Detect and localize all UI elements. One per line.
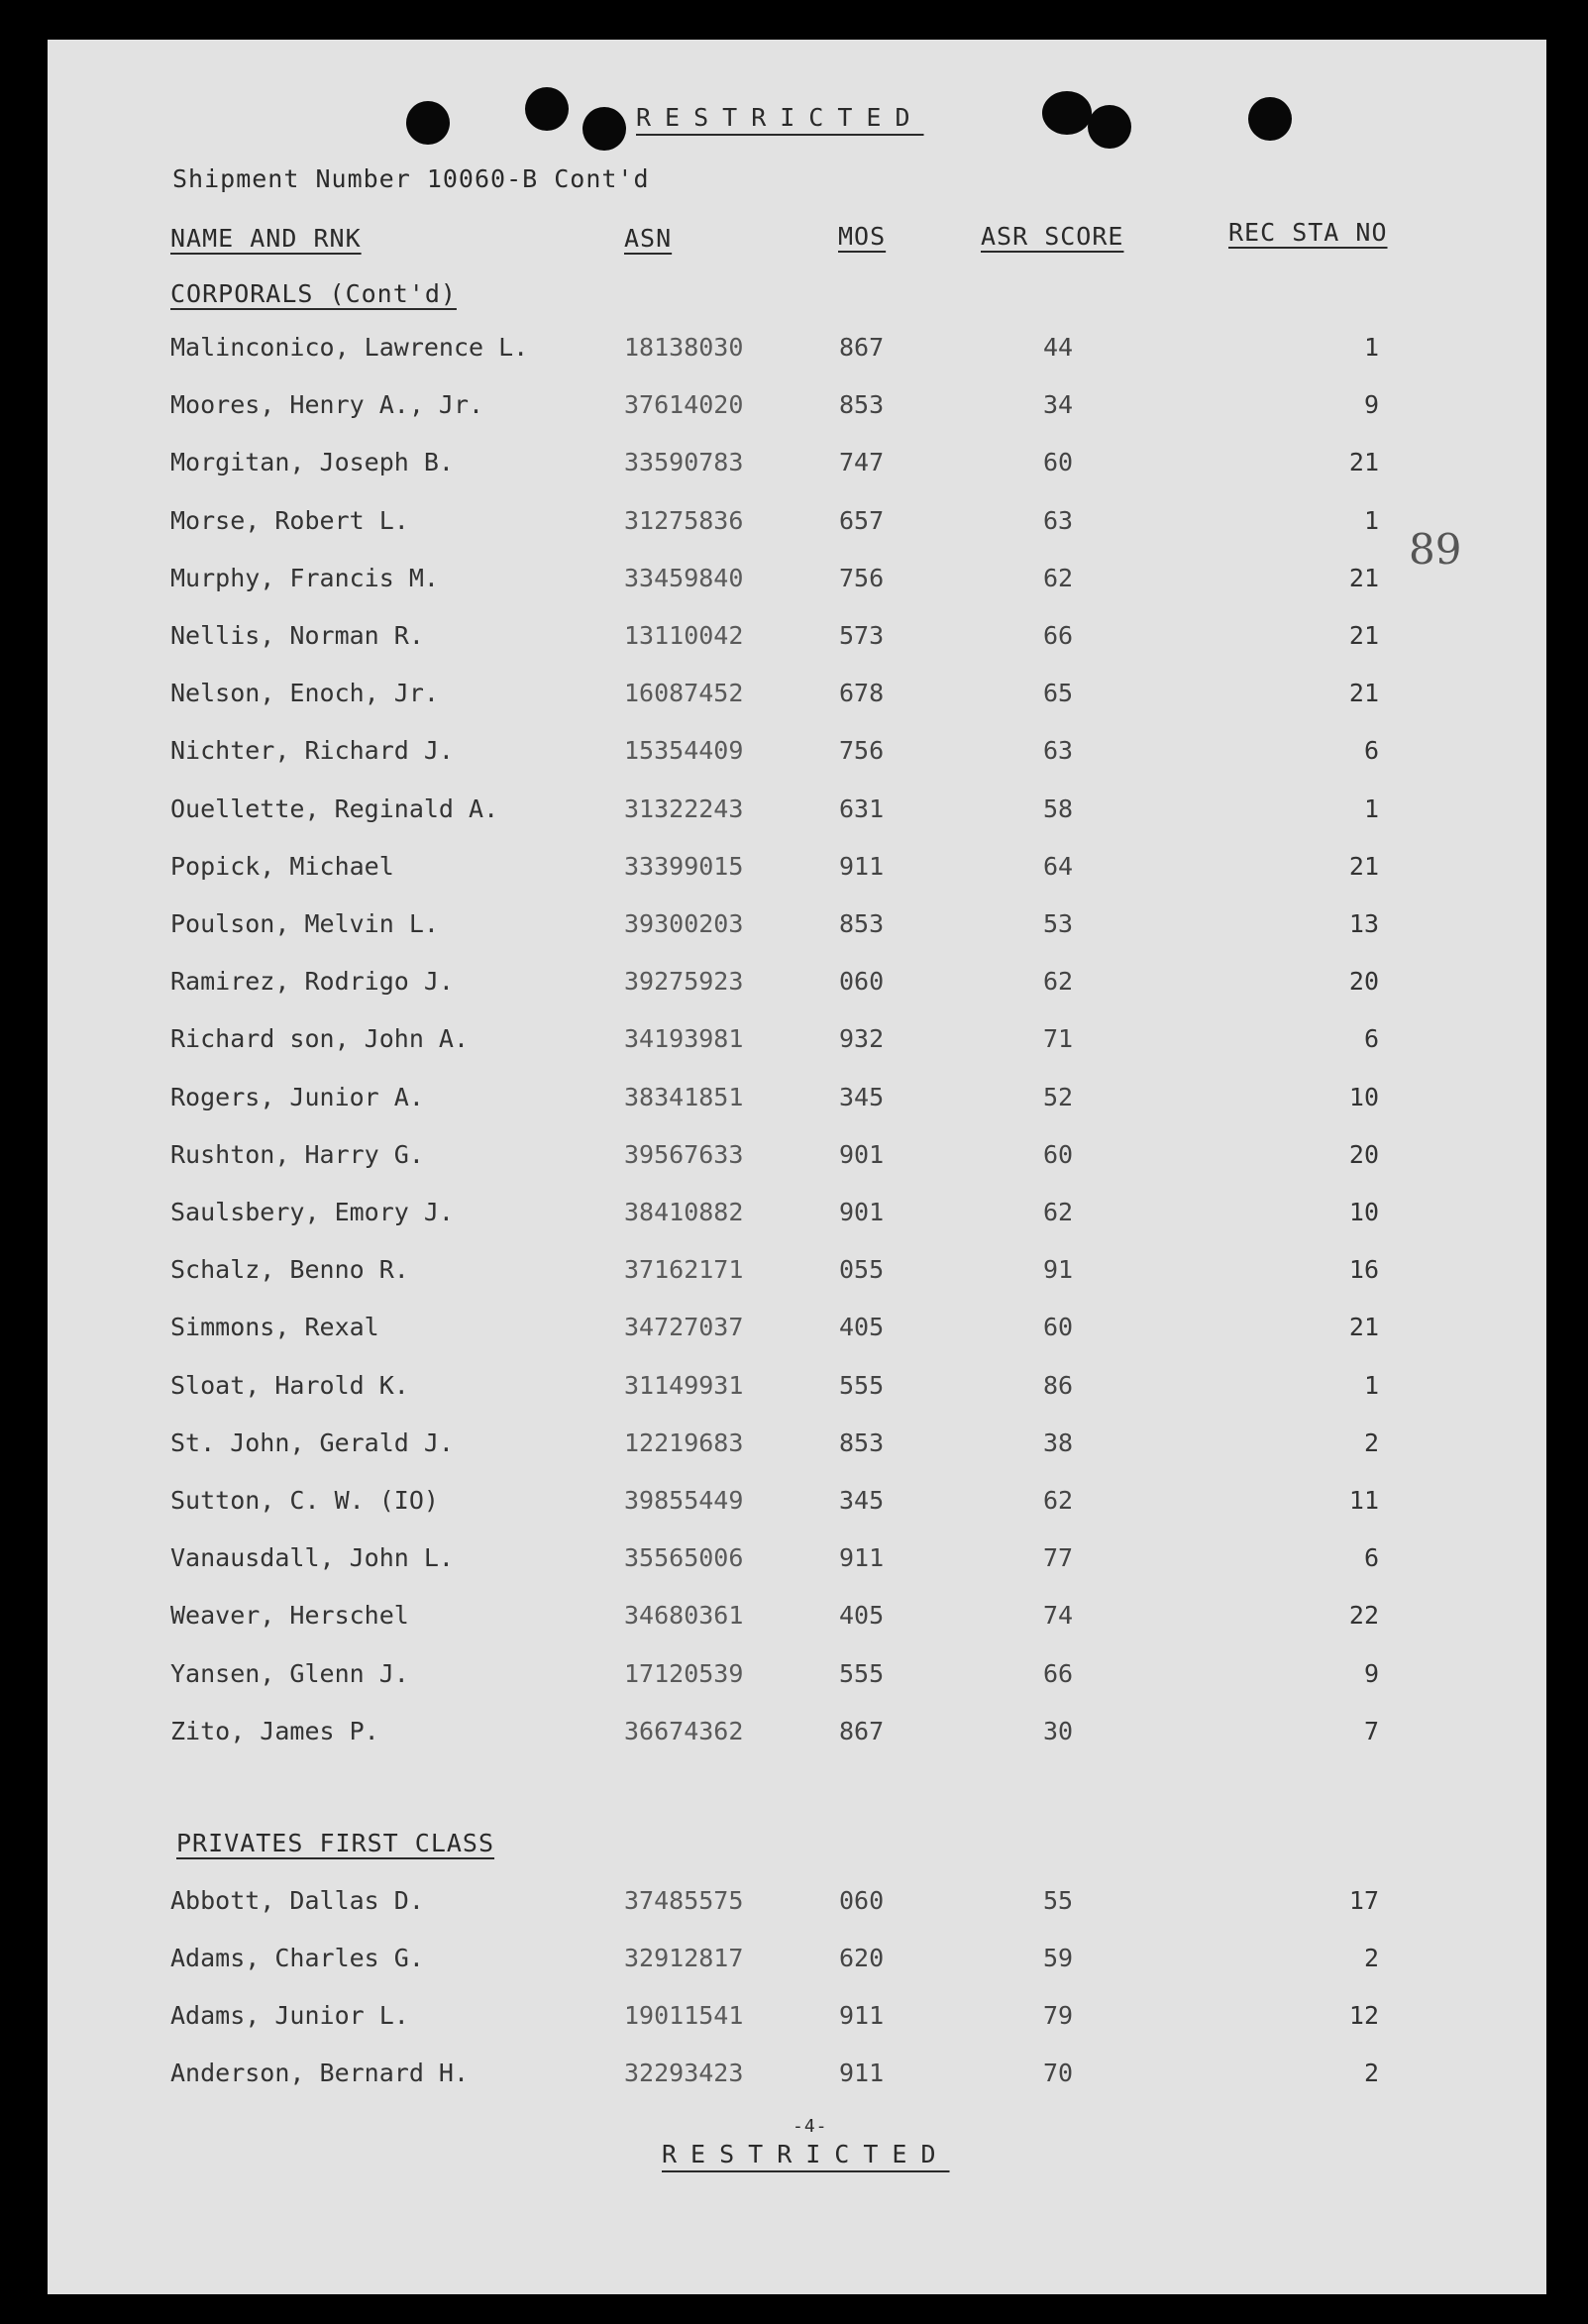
rec-sta-cell: 6	[1363, 1543, 1379, 1573]
table-row	[48, 1198, 1546, 1237]
asn-cell: 19011541	[624, 2001, 744, 2030]
table-row	[48, 1717, 1546, 1756]
mos-cell: 911	[839, 1543, 885, 1573]
table-row	[48, 2001, 1546, 2041]
mos-cell: 345	[839, 1082, 885, 1111]
name-cell: Richard son, John A.	[170, 1024, 470, 1054]
asn-cell: 36674362	[624, 1716, 744, 1745]
asr-score-cell: 53	[1042, 909, 1074, 938]
asr-score-cell: 60	[1042, 1139, 1074, 1169]
rec-sta-cell: 13	[1348, 909, 1379, 938]
asn-cell: 18138030	[624, 333, 744, 362]
asr-score-cell: 66	[1042, 621, 1074, 650]
asr-score-cell: 58	[1042, 793, 1074, 823]
asr-score-cell: 86	[1042, 1370, 1074, 1400]
name-cell: Rogers, Junior A.	[170, 1082, 424, 1111]
name-cell: Simmons, Rexal	[170, 1313, 379, 1342]
mos-cell: 631	[839, 793, 885, 823]
asn-cell: 32293423	[624, 2059, 744, 2087]
name-cell: Zito, James P.	[170, 1716, 379, 1745]
rec-sta-cell: 2	[1363, 2059, 1379, 2087]
asn-cell: 35565006	[624, 1543, 744, 1573]
asr-score-cell: 63	[1042, 736, 1074, 766]
rec-sta-cell: 20	[1348, 1139, 1379, 1169]
name-cell: Nichter, Richard J.	[170, 736, 454, 766]
section-privates: PRIVATES FIRST CLASS	[176, 1829, 495, 1857]
column-header-asr: ASR SCORE	[981, 222, 1124, 251]
mos-cell: 573	[839, 621, 885, 650]
table-row	[48, 736, 1546, 776]
rec-sta-cell: 21	[1348, 448, 1379, 477]
name-cell: Ramirez, Rodrigo J.	[170, 967, 454, 997]
rec-sta-cell: 21	[1348, 563, 1379, 592]
asr-score-cell: 55	[1042, 1886, 1074, 1915]
table-row	[48, 967, 1546, 1006]
column-header-mos: MOS	[838, 222, 887, 251]
name-cell: Schalz, Benno R.	[170, 1255, 409, 1285]
asn-cell: 17120539	[624, 1658, 744, 1688]
name-cell: Abbott, Dallas D.	[170, 1886, 424, 1915]
rec-sta-cell: 9	[1363, 1658, 1379, 1688]
asr-score-cell: 44	[1042, 333, 1074, 362]
asn-cell: 38341851	[624, 1082, 744, 1111]
asr-score-cell: 91	[1042, 1255, 1074, 1285]
asn-cell: 32912817	[624, 1944, 744, 1972]
name-cell: Sloat, Harold K.	[170, 1370, 409, 1400]
name-cell: Morgitan, Joseph B.	[170, 448, 454, 477]
asr-score-cell: 60	[1042, 448, 1074, 477]
rec-sta-cell: 21	[1348, 679, 1379, 708]
rec-sta-cell: 6	[1363, 736, 1379, 766]
table-row	[48, 1313, 1546, 1352]
table-row	[48, 1944, 1546, 1983]
rec-sta-cell: 9	[1363, 390, 1379, 420]
rec-sta-cell: 7	[1363, 1716, 1379, 1745]
table-row	[48, 1140, 1546, 1180]
asn-cell: 33459840	[624, 563, 744, 592]
punch-hole	[1042, 91, 1092, 135]
restricted-header: RESTRICTED	[636, 103, 924, 132]
rec-sta-cell: 21	[1348, 1313, 1379, 1342]
table-row	[48, 1486, 1546, 1526]
mos-cell: 901	[839, 1198, 885, 1226]
table-row	[48, 448, 1546, 487]
rec-sta-cell: 17	[1348, 1886, 1379, 1915]
rec-sta-cell: 1	[1363, 1370, 1379, 1400]
asr-score-cell: 63	[1042, 505, 1074, 535]
asr-score-cell: 60	[1042, 1313, 1074, 1342]
mos-cell: 060	[839, 967, 885, 997]
table-row	[48, 1601, 1546, 1640]
name-cell: Murphy, Francis M.	[170, 563, 439, 592]
asn-cell: 33399015	[624, 851, 744, 881]
name-cell: Adams, Junior L.	[170, 2001, 409, 2030]
margin-note: 89	[1409, 525, 1462, 574]
column-header-rec: REC STA NO	[1228, 218, 1388, 247]
rec-sta-cell: 6	[1363, 1024, 1379, 1054]
rec-sta-cell: 10	[1348, 1082, 1379, 1111]
table-row	[48, 564, 1546, 603]
table-row	[48, 2059, 1546, 2098]
mos-cell: 911	[839, 2001, 885, 2030]
mos-cell: 901	[839, 1139, 885, 1169]
rec-sta-cell: 1	[1363, 505, 1379, 535]
asr-score-cell: 64	[1042, 851, 1074, 881]
asr-score-cell: 34	[1042, 390, 1074, 420]
rec-sta-cell: 12	[1348, 2001, 1379, 2030]
rec-sta-cell: 1	[1363, 333, 1379, 362]
table-row	[48, 1428, 1546, 1468]
table-row	[48, 1886, 1546, 1926]
table-row	[48, 1024, 1546, 1064]
table-row	[48, 909, 1546, 949]
asn-cell: 38410882	[624, 1198, 744, 1226]
rec-sta-cell: 11	[1348, 1486, 1379, 1515]
mos-cell: 678	[839, 679, 885, 708]
section-corporals: CORPORALS (Cont'd)	[170, 279, 457, 308]
table-row	[48, 794, 1546, 834]
asn-cell: 15354409	[624, 736, 744, 766]
name-cell: Weaver, Herschel	[170, 1601, 409, 1631]
table-row	[48, 1659, 1546, 1699]
name-cell: Saulsbery, Emory J.	[170, 1198, 454, 1226]
asr-score-cell: 52	[1042, 1082, 1074, 1111]
mos-cell: 853	[839, 1427, 885, 1457]
asn-cell: 37614020	[624, 390, 744, 420]
mos-cell: 853	[839, 390, 885, 420]
table-row	[48, 333, 1546, 372]
asn-cell: 39275923	[624, 967, 744, 997]
asr-score-cell: 66	[1042, 1658, 1074, 1688]
asr-score-cell: 70	[1042, 2059, 1074, 2087]
asr-score-cell: 71	[1042, 1024, 1074, 1054]
asr-score-cell: 62	[1042, 1486, 1074, 1515]
name-cell: Malinconico, Lawrence L.	[170, 333, 529, 362]
punch-hole	[582, 107, 626, 151]
name-cell: Morse, Robert L.	[170, 505, 409, 535]
name-cell: Popick, Michael	[170, 851, 394, 881]
mos-cell: 756	[839, 563, 885, 592]
asn-cell: 37162171	[624, 1255, 744, 1285]
asr-score-cell: 38	[1042, 1427, 1074, 1457]
rec-sta-cell: 10	[1348, 1198, 1379, 1226]
rec-sta-cell: 21	[1348, 851, 1379, 881]
rec-sta-cell: 2	[1363, 1944, 1379, 1972]
mos-cell: 867	[839, 1716, 885, 1745]
mos-cell: 657	[839, 505, 885, 535]
mos-cell: 853	[839, 909, 885, 938]
table-row	[48, 390, 1546, 430]
name-cell: Sutton, C. W. (IO)	[170, 1486, 439, 1515]
mos-cell: 555	[839, 1370, 885, 1400]
page-number: -4-	[793, 2116, 828, 2137]
asn-cell: 39567633	[624, 1139, 744, 1169]
asn-cell: 34680361	[624, 1601, 744, 1631]
table-row	[48, 1255, 1546, 1295]
asn-cell: 34727037	[624, 1313, 744, 1342]
mos-cell: 055	[839, 1255, 885, 1285]
mos-cell: 932	[839, 1024, 885, 1054]
rec-sta-cell: 16	[1348, 1255, 1379, 1285]
table-row	[48, 1083, 1546, 1122]
name-cell: Adams, Charles G.	[170, 1944, 424, 1972]
rec-sta-cell: 22	[1348, 1601, 1379, 1631]
name-cell: Nellis, Norman R.	[170, 621, 424, 650]
asr-score-cell: 79	[1042, 2001, 1074, 2030]
name-cell: Rushton, Harry G.	[170, 1139, 424, 1169]
asn-cell: 31149931	[624, 1370, 744, 1400]
name-cell: Ouellette, Reginald A.	[170, 793, 499, 823]
asn-cell: 31322243	[624, 793, 744, 823]
rec-sta-cell: 2	[1363, 1427, 1379, 1457]
asr-score-cell: 65	[1042, 679, 1074, 708]
name-cell: Poulson, Melvin L.	[170, 909, 439, 938]
asr-score-cell: 62	[1042, 563, 1074, 592]
punch-hole	[1248, 97, 1292, 141]
mos-cell: 747	[839, 448, 885, 477]
mos-cell: 620	[839, 1944, 885, 1972]
mos-cell: 911	[839, 2059, 885, 2087]
name-cell: Anderson, Bernard H.	[170, 2059, 470, 2087]
asn-cell: 39855449	[624, 1486, 744, 1515]
asn-cell: 12219683	[624, 1427, 744, 1457]
mos-cell: 405	[839, 1313, 885, 1342]
table-row	[48, 679, 1546, 718]
restricted-footer: RESTRICTED	[662, 2140, 950, 2168]
punch-hole	[406, 101, 450, 145]
rec-sta-cell: 21	[1348, 621, 1379, 650]
name-cell: St. John, Gerald J.	[170, 1427, 454, 1457]
mos-cell: 345	[839, 1486, 885, 1515]
asn-cell: 39300203	[624, 909, 744, 938]
name-cell: Moores, Henry A., Jr.	[170, 390, 484, 420]
asr-score-cell: 77	[1042, 1543, 1074, 1573]
table-row	[48, 621, 1546, 661]
column-header-asn: ASN	[624, 224, 673, 253]
mos-cell: 756	[839, 736, 885, 766]
punch-hole	[1088, 105, 1131, 149]
name-cell: Yansen, Glenn J.	[170, 1658, 409, 1688]
asn-cell: 34193981	[624, 1024, 744, 1054]
asn-cell: 37485575	[624, 1886, 744, 1915]
column-header-name: NAME AND RNK	[170, 224, 362, 253]
asr-score-cell: 74	[1042, 1601, 1074, 1631]
asr-score-cell: 30	[1042, 1716, 1074, 1745]
asr-score-cell: 62	[1042, 1198, 1074, 1226]
table-row	[48, 852, 1546, 892]
mos-cell: 555	[839, 1658, 885, 1688]
name-cell: Vanausdall, John L.	[170, 1543, 454, 1573]
table-row	[48, 506, 1546, 546]
mos-cell: 405	[839, 1601, 885, 1631]
table-row	[48, 1371, 1546, 1411]
mos-cell: 911	[839, 851, 885, 881]
document-page	[48, 40, 1546, 2294]
asn-cell: 31275836	[624, 505, 744, 535]
asn-cell: 13110042	[624, 621, 744, 650]
shipment-number: Shipment Number 10060-B Cont'd	[172, 164, 650, 193]
rec-sta-cell: 20	[1348, 967, 1379, 997]
asr-score-cell: 62	[1042, 967, 1074, 997]
asr-score-cell: 59	[1042, 1944, 1074, 1972]
asn-cell: 16087452	[624, 679, 744, 708]
mos-cell: 867	[839, 333, 885, 362]
asn-cell: 33590783	[624, 448, 744, 477]
rec-sta-cell: 1	[1363, 793, 1379, 823]
mos-cell: 060	[839, 1886, 885, 1915]
table-row	[48, 1543, 1546, 1583]
punch-hole	[525, 87, 569, 131]
name-cell: Nelson, Enoch, Jr.	[170, 679, 439, 708]
